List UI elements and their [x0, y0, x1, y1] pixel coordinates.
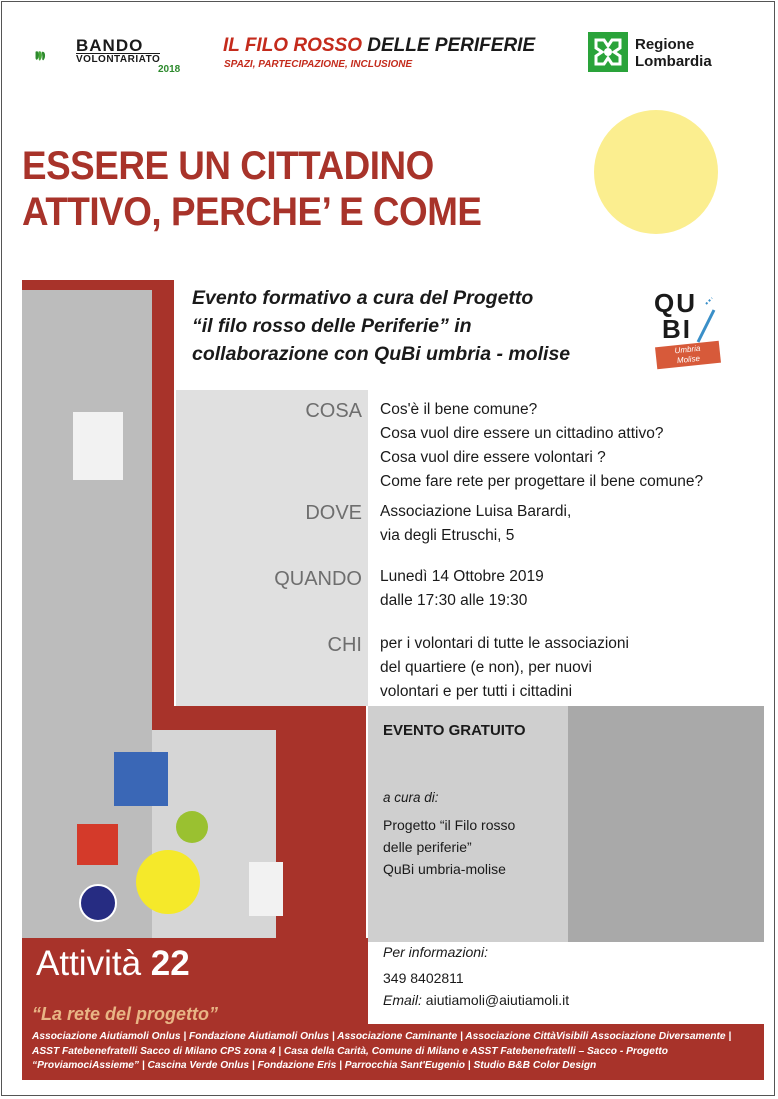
yellow-circle — [136, 850, 200, 914]
contact-email — [383, 992, 569, 1008]
navy-circle — [79, 884, 117, 922]
intro-line1: Evento formativo a cura del Progetto — [192, 287, 534, 309]
label-dove: DOVE — [305, 502, 362, 524]
region-line1: Regione — [635, 36, 695, 53]
value-quando — [380, 565, 544, 613]
quando-line: Lunedì 14 Ottobre 2019 — [380, 568, 544, 585]
free-event-label: EVENTO GRATUITO — [383, 722, 526, 739]
curated-by-list — [383, 814, 515, 880]
dark-grey-panel — [568, 706, 764, 946]
green-circle — [176, 811, 208, 843]
qubi-text-bottom: BI — [662, 314, 692, 344]
main-title-line1: ESSERE UN CITTADINO — [22, 144, 434, 188]
main-title — [22, 143, 481, 235]
cosa-line: Cos'è il bene comune? — [380, 401, 538, 418]
project-subtitle: SPAZI, PARTECIPAZIONE, INCLUSIONE — [224, 59, 413, 70]
yellow-sun-circle — [594, 110, 718, 234]
value-dove — [380, 500, 571, 548]
dove-line: via degli Etruschi, 5 — [380, 527, 515, 544]
dove-line: Associazione Luisa Barardi, — [380, 503, 572, 520]
qubi-tag-line1: Umbria — [674, 343, 701, 356]
bando-year: 2018 — [158, 64, 181, 75]
white-rectangle-bottom — [249, 862, 283, 916]
cosa-line: Cosa vuol dire essere un cittadino attivo? — [380, 425, 664, 442]
chi-line: del quartiere (e non), per nuovi — [380, 659, 592, 676]
event-intro — [192, 284, 570, 368]
intro-line3: collaborazione con QuBi umbria - molise — [192, 343, 571, 365]
label-cosa: COSA — [305, 400, 362, 422]
partners-list: Associazione Aiutiamoli Onlus | Fondazione Aiutiamoli Onlus | Associazione Caminante | Associazione CittàVisibili Associazione Diversamente | ASST Fatebenefratelli Sacco di Milano CPS zona 4 | Casa della Carità, Comune di Milano e ASST Fatebenefratelli – Sacco - Progetto “ProviamociAssieme” | Cascina Verde Onlus | Fondazione Eris | Parrocchia Sant'Eugenio | Studio B&B Color Design — [32, 1031, 732, 1071]
bando-volontariato-logo — [35, 36, 77, 76]
value-chi — [380, 632, 629, 704]
quando-line: dalle 17:30 alle 19:30 — [380, 592, 528, 609]
curated-by-label: a cura di: — [383, 790, 439, 805]
label-chi: CHI — [327, 634, 362, 656]
bando-subtitle: VOLONTARIATO — [76, 54, 161, 65]
contacts-label: Per informazioni: — [383, 944, 489, 960]
red-square — [77, 824, 118, 865]
network-title: “La rete del progetto” — [32, 1004, 219, 1024]
chi-line: volontari e per tutti i cittadini — [380, 683, 573, 700]
curated-by-line: Progetto “il Filo rosso — [383, 817, 516, 833]
qubi-logo — [650, 282, 730, 372]
region-line2: Lombardia — [635, 53, 712, 70]
bando-title: BANDO — [76, 36, 144, 55]
curated-by-line: delle periferie” — [383, 839, 472, 855]
blue-square — [114, 752, 168, 806]
label-quando: QUANDO — [274, 568, 362, 590]
cosa-line: Come fare rete per progettare il bene comune? — [380, 473, 704, 490]
project-title — [223, 35, 535, 57]
project-title-black: DELLE PERIFERIE — [362, 35, 536, 56]
email-label: Email: — [383, 992, 422, 1008]
qubi-tag-line2: Molise — [676, 353, 701, 366]
activity-number: 22 — [150, 944, 190, 983]
value-cosa — [380, 398, 703, 494]
white-rectangle-top — [73, 412, 123, 480]
email-address: aiutiamoli@aiutiamoli.it — [421, 992, 570, 1008]
activity-label — [36, 944, 190, 984]
intro-line2: “il filo rosso delle Periferie” in — [192, 315, 472, 337]
curated-by-line: QuBi umbria-molise — [383, 861, 506, 877]
main-title-line2: ATTIVO, PERCHE’ E COME — [22, 190, 482, 234]
chi-line: per i volontari di tutte le associazioni — [380, 635, 629, 652]
labels-panel — [176, 390, 368, 706]
cosa-line: Cosa vuol dire essere volontari ? — [380, 449, 606, 466]
regione-lombardia-label — [635, 36, 712, 70]
project-title-red: IL FILO ROSSO — [223, 35, 362, 56]
regione-lombardia-icon — [588, 32, 628, 72]
activity-word: Attività — [36, 944, 151, 983]
contact-phone: 349 8402811 — [383, 970, 464, 986]
qubi-text-top: QU — [654, 288, 697, 318]
